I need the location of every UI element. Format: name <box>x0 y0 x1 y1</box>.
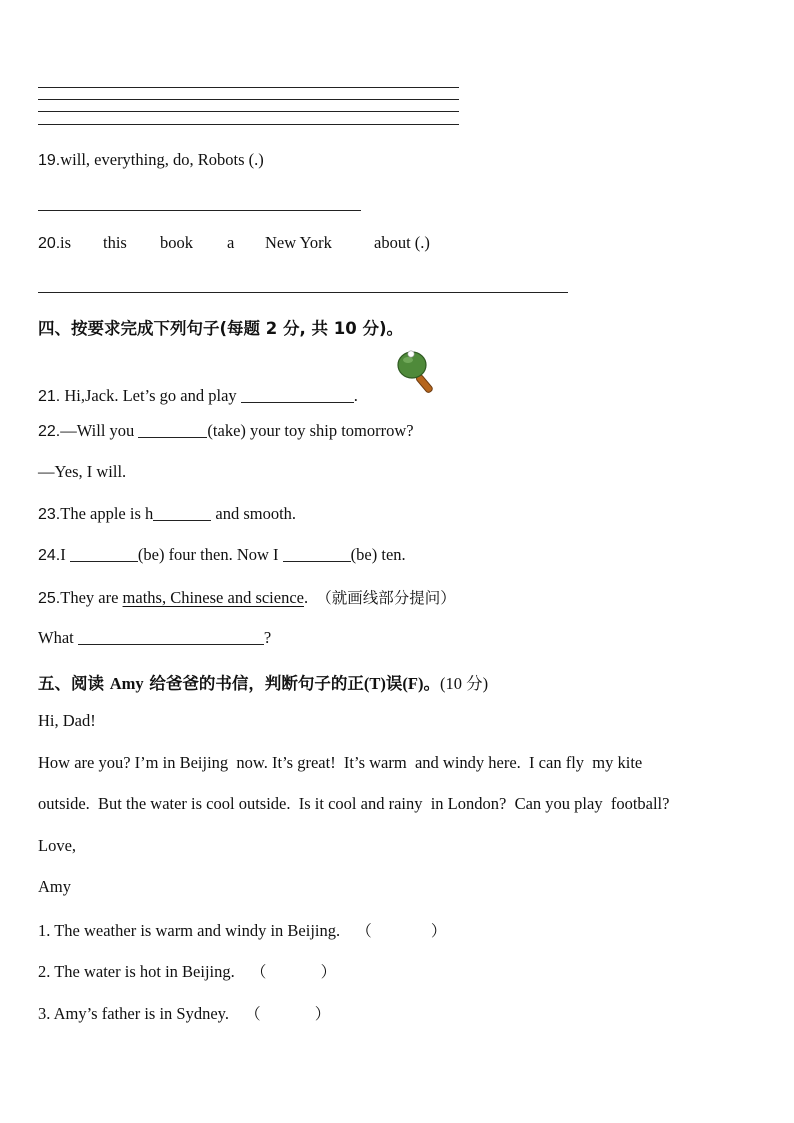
heading-part: 给爸爸的书信，判断句子的正 <box>143 674 364 693</box>
fill-blank[interactable] <box>70 547 138 562</box>
answer-parentheses[interactable]: （ ） <box>245 1005 331 1023</box>
judge-text: 1. The weather is warm and windy in Beijing. <box>38 921 341 940</box>
question-24 <box>38 545 406 565</box>
question-mark: ? <box>263 628 272 647</box>
letter-line-2: outside. But the water is cool outside. Is it cool and rainy in London? Can you play football? <box>38 794 670 813</box>
dash: — <box>60 421 77 440</box>
question-22 <box>38 421 414 441</box>
question-number: 24. <box>38 547 61 564</box>
section-5-heading <box>38 670 488 694</box>
instruction-note: （就画线部分提问） <box>316 589 456 607</box>
judge-item <box>38 960 336 982</box>
fill-blank[interactable] <box>241 388 354 403</box>
letter-closing: Love, <box>38 836 77 855</box>
answer-line <box>38 111 459 112</box>
question-number: 19. <box>38 152 61 169</box>
answer-line <box>38 124 459 125</box>
word-book: book <box>160 233 193 252</box>
question-25-what <box>38 628 271 648</box>
answer-parentheses[interactable]: （ ） <box>356 922 447 940</box>
letter-signature: Amy <box>38 877 71 896</box>
question-text: The apple is h <box>60 504 154 523</box>
question-22-answer: —Yes, I will. <box>38 462 127 481</box>
question-text: . <box>304 588 309 607</box>
heading-part: 。 <box>423 674 440 693</box>
fill-blank[interactable] <box>283 547 351 562</box>
question-text: (take) your toy ship tomorrow? <box>207 421 414 440</box>
question-text: What <box>38 628 78 647</box>
answer-line-19[interactable] <box>38 210 361 211</box>
question-text: They are <box>60 588 123 607</box>
word-about: about (.) <box>374 233 430 252</box>
question-number: 22. <box>38 423 61 440</box>
question-number: 20. <box>38 235 61 252</box>
section-4-heading: 四、按要求完成下列句子(每题 2 分, 共 10 分)。 <box>38 319 404 338</box>
answer-line <box>38 99 459 100</box>
question-text: Will you <box>76 421 139 440</box>
question-19 <box>38 150 264 170</box>
fill-blank[interactable] <box>78 630 264 645</box>
judge-item <box>38 1002 330 1024</box>
judge-text: 2. The water is hot in Beijing. <box>38 962 235 981</box>
question-23 <box>38 504 296 524</box>
question-text: (be) four then. Now I <box>137 545 283 564</box>
ping-pong-paddle-icon <box>394 348 446 398</box>
question-number: 25. <box>38 590 61 607</box>
heading-part: (T) <box>363 674 386 693</box>
heading-part: 五、阅读 <box>38 674 110 693</box>
question-text: and smooth. <box>211 504 297 523</box>
question-text: I <box>60 545 70 564</box>
question-25 <box>38 586 456 608</box>
question-end: . <box>353 386 358 405</box>
heading-name: Amy <box>109 674 144 693</box>
answer-line <box>38 87 459 88</box>
judge-text: 3. Amy’s father is in Sydney. <box>38 1004 229 1023</box>
fill-blank[interactable] <box>138 423 207 438</box>
word-is: is <box>60 233 72 252</box>
question-21 <box>38 386 358 406</box>
heading-part: (F) <box>402 674 424 693</box>
letter-line-1: How are you? I’m in Beijing now. It’s great! It’s warm and windy here. I can fly my kite <box>38 753 643 772</box>
letter-greeting: Hi, Dad! <box>38 711 96 730</box>
word-a: a <box>227 233 235 252</box>
question-text: Hi,Jack. Let’s go and play <box>60 386 241 405</box>
answer-parentheses[interactable]: （ ） <box>250 963 337 981</box>
heading-score: (10 分) <box>440 674 489 693</box>
heading-part: 误 <box>385 674 403 693</box>
underlined-phrase: maths, Chinese and science <box>122 588 304 607</box>
word-new-york: New York <box>265 233 332 252</box>
question-number: 21. <box>38 388 61 405</box>
judge-item <box>38 919 446 941</box>
answer-line-20[interactable] <box>38 292 568 293</box>
question-words: will, everything, do, Robots (.) <box>60 150 264 169</box>
word-this: this <box>103 233 127 252</box>
question-text: (be) ten. <box>350 545 406 564</box>
question-number: 23. <box>38 506 61 523</box>
question-20 <box>38 233 60 253</box>
fill-blank[interactable] <box>153 506 211 521</box>
